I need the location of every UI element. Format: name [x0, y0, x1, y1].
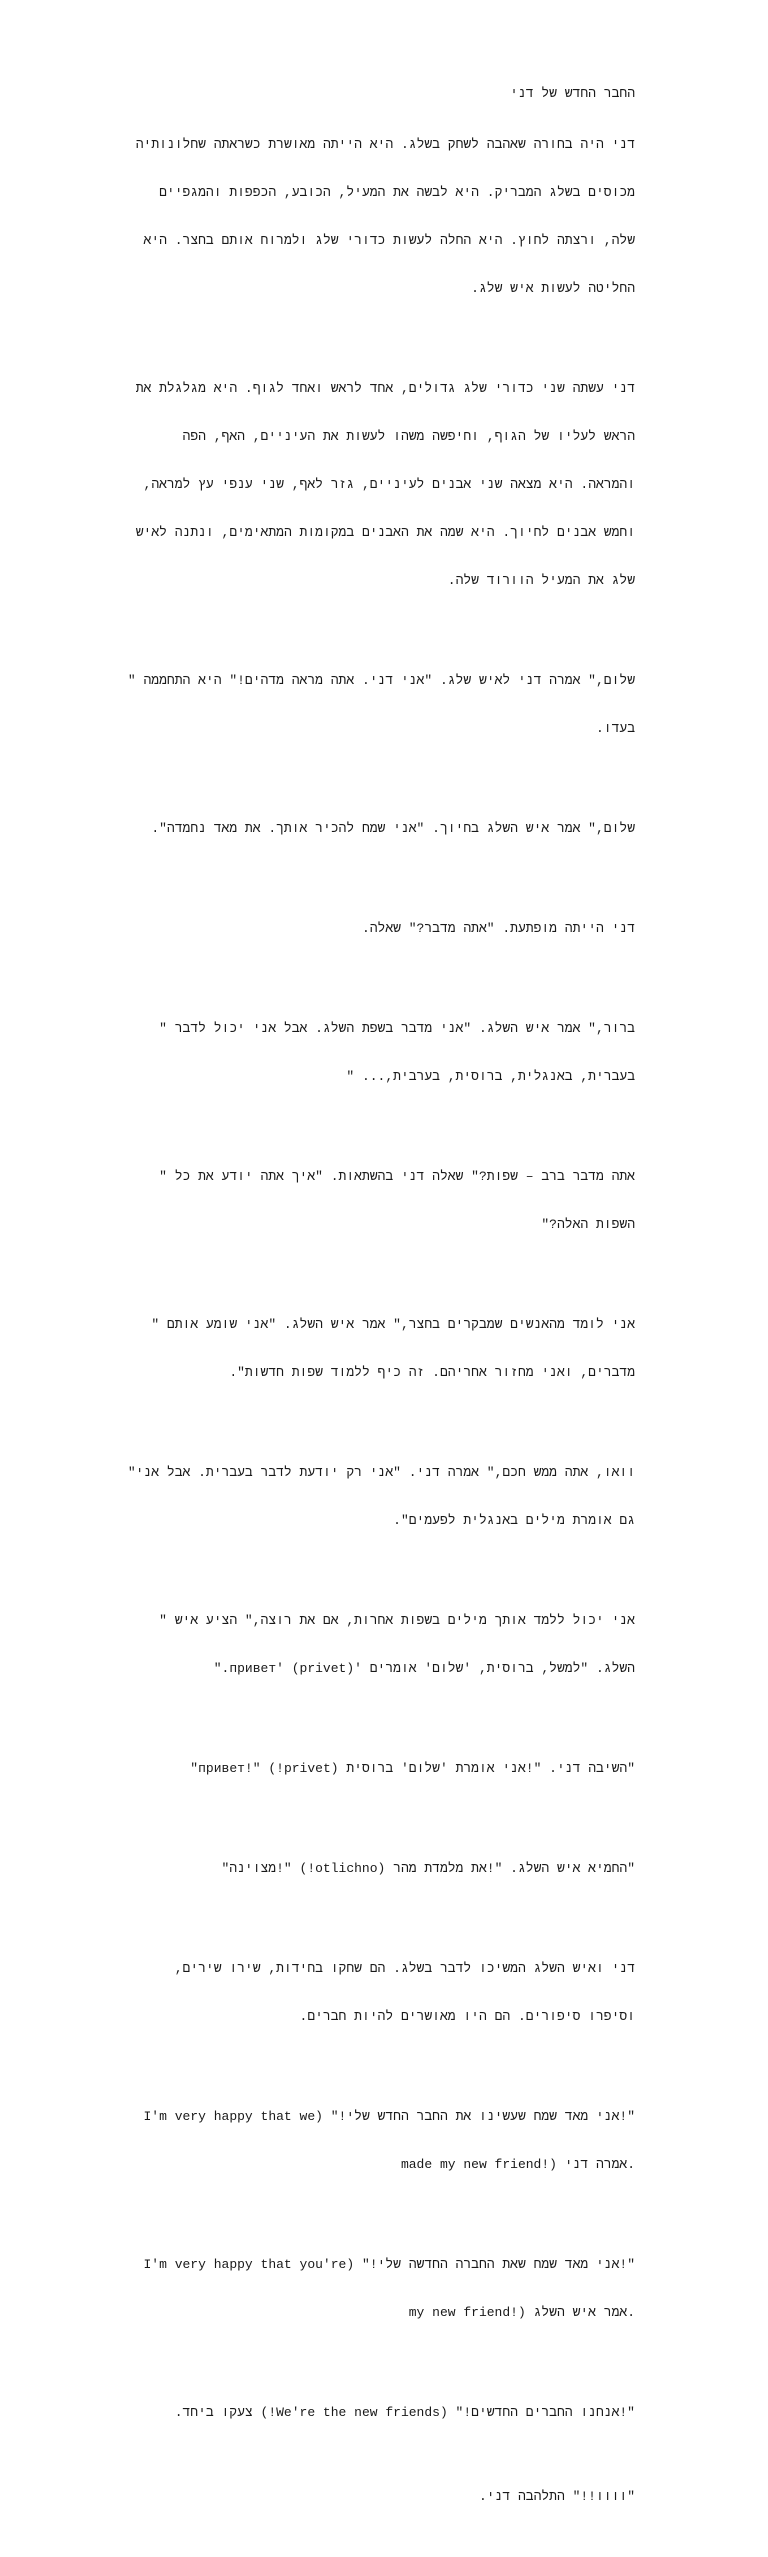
paragraph-11 — [115, 1729, 635, 1809]
text-line: דני היה בחורה שאהבה לשחק בשלג. היא הייתה מאושרת כשראתה שחלונותיה — [135, 137, 635, 152]
paragraph-4 — [115, 789, 635, 869]
text-line: דני הייתה מופתעת. "אתה מדבר?" שאלה. — [361, 921, 635, 936]
paragraph-1 — [115, 105, 635, 329]
text-line: השפות האלה?" — [541, 1217, 635, 1232]
document-page — [115, 86, 635, 2557]
text-line: שלג את המעיל הוורוד שלה. — [447, 573, 635, 588]
paragraph-7 — [115, 1137, 635, 1265]
text-line: "!אני מאד שמח שעשינו את החבר החדש שלי!" (I'm very happy that we — [143, 2109, 635, 2124]
text-line: בעדו. — [595, 721, 635, 736]
text-line: שלה, ורצתה לחוץ. היא החלה לעשות כדורי שלג ולמרוח אותם בחצר. היא — [143, 233, 635, 248]
text-line: דני ואיש השלג המשיכו לדבר בשלג. הם שחקו בחידות, שירו שירים, — [174, 1961, 635, 1976]
text-line: "השיבה דני. "!אני אומרת 'שלום' ברוסית (privet!) "!привет" — [190, 1761, 635, 1776]
text-line: "וווו!!" התלהבה דני. — [478, 2489, 635, 2504]
paragraph-2 — [115, 349, 635, 621]
text-line: "החמיא איש השלג. "!את מלמדת מהר (otlichno!) "!מצוינה" — [221, 1861, 635, 1876]
text-line: אתה מדבר ברב – שפות?" שאלה דני בהשתאות. "איך אתה יודע את כל " — [159, 1169, 635, 1184]
paragraph-16 — [115, 2373, 635, 2453]
text-line: גם אומרת מילים באנגלית לפעמים". — [393, 1513, 635, 1528]
text-line: מדברים, ואני מחזור אחריהם. זה כיף ללמוד שפות חדשות". — [229, 1365, 635, 1380]
document-title: החבר החדש של דני — [510, 86, 635, 101]
text-line: דני עשתה שני כדורי שלג גדולים, אחד לראש ואחד לגוף. היא מגלגלת את — [135, 381, 635, 396]
text-line: "!אנחנו החברים החדשים!" (We're the new friends!) צעקו ביחד. — [174, 2405, 635, 2420]
text-line: בעברית, באנגלית, ברוסית, בערבית,... " — [346, 1069, 635, 1084]
paragraph-13 — [115, 1929, 635, 2057]
text-line: "!אני מאד שמח שאת החברה החדשה שלי!" (I'm very happy that you're — [143, 2257, 635, 2272]
paragraph-6 — [115, 989, 635, 1117]
paragraph-3 — [115, 641, 635, 769]
text-line: והמראה. היא מצאה שני אבנים לעיניים, גזר לאף, שני ענפי עץ למראה, — [143, 477, 635, 492]
paragraph-14 — [115, 2077, 635, 2205]
text-line: השלג. "למשל, ברוסית, 'שלום' אומרים 'привет' (privet)." — [213, 1661, 635, 1676]
paragraph-5 — [115, 889, 635, 969]
paragraph-8 — [115, 1285, 635, 1413]
paragraph-17 — [115, 2457, 635, 2537]
text-line: ברור," אמר איש השלג. "אני מדבר בשפת השלג. אבל אני יכול לדבר " — [159, 1021, 635, 1036]
text-line: אני לומד מהאנשים שמבקרים בחצר," אמר איש השלג. "אני שומע אותם " — [151, 1317, 635, 1332]
paragraph-9 — [115, 1433, 635, 1561]
paragraph-12 — [115, 1829, 635, 1909]
text-line: שלום," אמר איש השלג בחיוך. "אני שמח להכיר אותך. את מאד נחמדה". — [151, 821, 635, 836]
text-line: מכוסים בשלג המבריק. היא לבשה את המעיל, הכובע, הכפפות והמגפיים — [159, 185, 635, 200]
paragraph-15 — [115, 2225, 635, 2353]
text-line: אני יכול ללמד אותך מילים בשפות אחרות, אם את רוצה," הציע איש " — [159, 1613, 635, 1628]
text-line: my new friend!) אמר איש השלג. — [408, 2305, 635, 2320]
text-line: made my new friend!) אמרה דני. — [400, 2157, 635, 2172]
text-line: וסיפרו סיפורים. הם היו מאושרים להיות חברים. — [299, 2009, 635, 2024]
text-line: וחמש אבנים לחיוך. היא שמה את האבנים במקומות המתאימים, ונתנה לאיש — [135, 525, 635, 540]
text-line: החליטה לעשות איש שלג. — [471, 281, 635, 296]
paragraph-10 — [115, 1581, 635, 1709]
text-line: הראש לעליו של הגוף, וחיפשה משהו לעשות את העיניים, האף, הפה — [182, 429, 635, 444]
text-line: וואו, אתה ממש חכם," אמרה דני. "אני רק יודעת לדבר בעברית. אבל אני" — [127, 1465, 635, 1480]
text-line: שלום," אמרה דני לאיש שלג. "אני דני. אתה מראה מדהים!" היא התחממה " — [127, 673, 635, 688]
